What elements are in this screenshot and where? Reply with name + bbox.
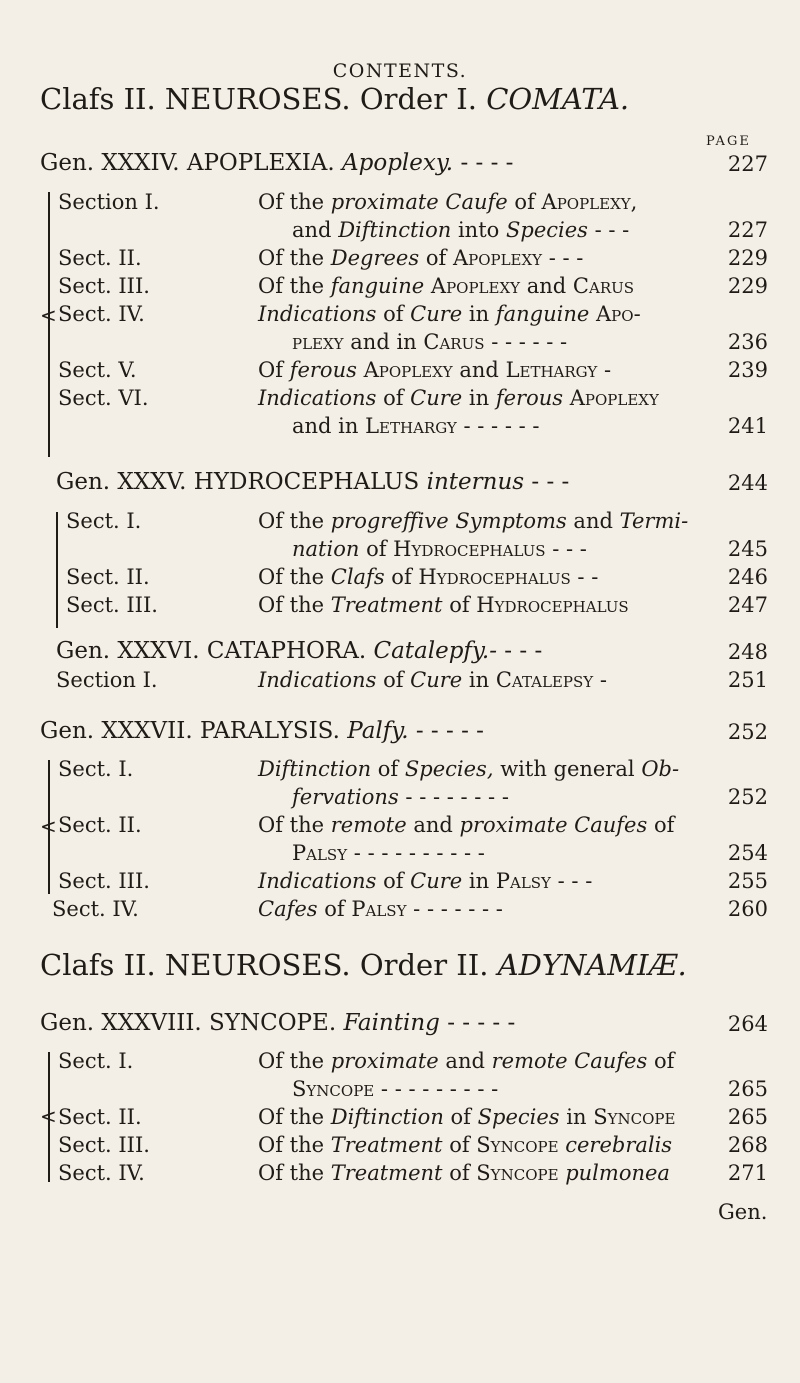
- section-label: Sect. II.: [58, 246, 142, 270]
- leader-dots: - - - - -: [447, 1010, 516, 1036]
- section-title-cont: Palsy - - - - - - - - - -: [292, 841, 485, 865]
- section-title: Of the proximate and remote Caufes of: [258, 1049, 675, 1073]
- genus-entry-paralysis: [40, 718, 484, 744]
- genus-number: Gen. XXXVII.: [40, 718, 193, 744]
- brace-point: <: [40, 303, 57, 327]
- section-title: Of the Degrees of Apoplexy - - -: [258, 246, 584, 270]
- section-title: Of the Treatment of Syncope cerebralis: [258, 1133, 673, 1157]
- genus-name: SYNCOPE.: [209, 1010, 337, 1036]
- section-label: Sect. VI.: [58, 386, 149, 410]
- page-number: 271: [727, 1161, 768, 1185]
- genus-number: Gen. XXXVI.: [56, 638, 200, 664]
- section-label: Sect. III.: [58, 869, 150, 893]
- section-label: Sect. I.: [58, 1049, 134, 1073]
- page-number: 252: [727, 720, 768, 744]
- genus-english: Catalepfy.-: [373, 638, 497, 664]
- section-title: Cafes of Palsy - - - - - - -: [258, 897, 503, 921]
- order-name: ADYNAMIÆ.: [497, 948, 687, 982]
- leader-dots: - - -: [531, 469, 570, 495]
- catchword: Gen.: [718, 1200, 768, 1224]
- section-label: Section I.: [58, 190, 160, 214]
- page-number: 227: [727, 218, 768, 242]
- page-number: 246: [727, 565, 768, 589]
- section-label: Sect. II.: [66, 565, 150, 589]
- section-title: Of the fanguine Apoplexy and Carus: [258, 274, 635, 298]
- genus-entry-apoplexia: [40, 150, 513, 176]
- page-number: 247: [727, 593, 768, 617]
- section-label: Sect. III.: [58, 1133, 150, 1157]
- section-title: Indications of Cure in Palsy - - -: [258, 869, 593, 893]
- section-brace: [56, 512, 58, 628]
- genus-english: internus: [426, 469, 525, 495]
- class-heading-comata: [40, 82, 629, 116]
- page-number: 244: [727, 471, 768, 495]
- page-header: CONTENTS.: [332, 60, 468, 82]
- genus-number: Gen. XXXIV.: [40, 150, 180, 176]
- genus-english: Apoplexy.: [342, 150, 454, 176]
- section-title: Of the Treatment of Syncope pulmonea: [258, 1161, 670, 1185]
- page-column-label: PAGE: [706, 134, 751, 149]
- section-label: Sect. II.: [58, 1105, 142, 1129]
- page-number: 236: [727, 330, 768, 354]
- genus-english: Palfy.: [347, 718, 409, 744]
- section-title: Diftinction of Species, with general Ob-: [258, 757, 680, 781]
- section-label: Sect. III.: [66, 593, 158, 617]
- section-title-cont: plexy and in Carus - - - - - -: [292, 330, 568, 354]
- section-label: Sect. IV.: [58, 1161, 145, 1185]
- leader-dots: - - - -: [460, 150, 514, 176]
- section-label: Section I.: [56, 668, 158, 692]
- genus-entry-hydrocephalus: [56, 469, 569, 495]
- section-title: Indications of Cure in Catalepsy -: [258, 668, 607, 692]
- class-heading-adynamiae: [40, 948, 687, 982]
- page-number: 265: [727, 1077, 768, 1101]
- section-title-cont: nation of Hydrocephalus - - -: [292, 537, 587, 561]
- section-title: Indications of Cure in fanguine Apo-: [258, 302, 641, 326]
- genus-entry-cataphora: [56, 638, 542, 664]
- section-label: Sect. I.: [66, 509, 142, 533]
- genus-number: Gen. XXXV.: [56, 469, 187, 495]
- page-number: 255: [727, 869, 768, 893]
- page-number: 265: [727, 1105, 768, 1129]
- leader-dots: - - - - -: [415, 718, 484, 744]
- section-label: Sect. IV.: [52, 897, 139, 921]
- class-heading-prefix: Clafs II. NEUROSES. Order II.: [40, 948, 489, 982]
- section-title-cont: fervations - - - - - - - -: [292, 785, 509, 809]
- genus-number: Gen. XXXVIII.: [40, 1010, 202, 1036]
- genus-name: PARALYSIS.: [199, 718, 340, 744]
- section-title: Of the Treatment of Hydrocephalus: [258, 593, 629, 617]
- genus-english: Fainting: [343, 1010, 440, 1036]
- page-number: 264: [727, 1012, 768, 1036]
- page-number: 229: [727, 274, 768, 298]
- page-number: 241: [727, 414, 768, 438]
- section-label: Sect. V.: [58, 358, 137, 382]
- section-title: Of the Clafs of Hydrocephalus - -: [258, 565, 599, 589]
- section-label: Sect. II.: [58, 813, 142, 837]
- page-number: 245: [727, 537, 768, 561]
- order-name: COMATA.: [486, 82, 630, 116]
- section-title: Of the remote and proximate Caufes of: [258, 813, 675, 837]
- section-title-cont: and Diftinction into Species - - -: [292, 218, 630, 242]
- section-title: Of ferous Apoplexy and Lethargy -: [258, 358, 612, 382]
- brace-point: <: [40, 1104, 57, 1128]
- section-label: Sect. IV.: [58, 302, 145, 326]
- section-label: Sect. I.: [58, 757, 134, 781]
- genus-name: APOPLEXIA.: [186, 150, 335, 176]
- genus-name: CATAPHORA.: [206, 638, 367, 664]
- page-number: 239: [727, 358, 768, 382]
- genus-entry-syncope: [40, 1010, 515, 1036]
- brace-point: <: [40, 814, 57, 838]
- page-number: 227: [727, 152, 768, 176]
- section-title: Of the progreffive Symptoms and Termi-: [258, 509, 689, 533]
- page-number: 252: [727, 785, 768, 809]
- section-title: Of the proximate Caufe of Apoplexy,: [258, 190, 638, 214]
- page-number: 251: [727, 668, 768, 692]
- leader-dots: - - -: [504, 638, 543, 664]
- genus-name: HYDROCEPHALUS: [193, 469, 420, 495]
- section-label: Sect. III.: [58, 274, 150, 298]
- section-title-cont: and in Lethargy - - - - - -: [292, 414, 540, 438]
- page-number: 254: [727, 841, 768, 865]
- class-heading-prefix: Clafs II. NEUROSES. Order I.: [40, 82, 477, 116]
- section-title-cont: Syncope - - - - - - - - -: [292, 1077, 499, 1101]
- page-number: 268: [727, 1133, 768, 1157]
- section-title: Of the Diftinction of Species in Syncope: [258, 1105, 676, 1129]
- page-number: 229: [727, 246, 768, 270]
- page-number: 260: [727, 897, 768, 921]
- page-number: 248: [727, 640, 768, 664]
- section-title: Indications of Cure in ferous Apoplexy: [258, 386, 659, 410]
